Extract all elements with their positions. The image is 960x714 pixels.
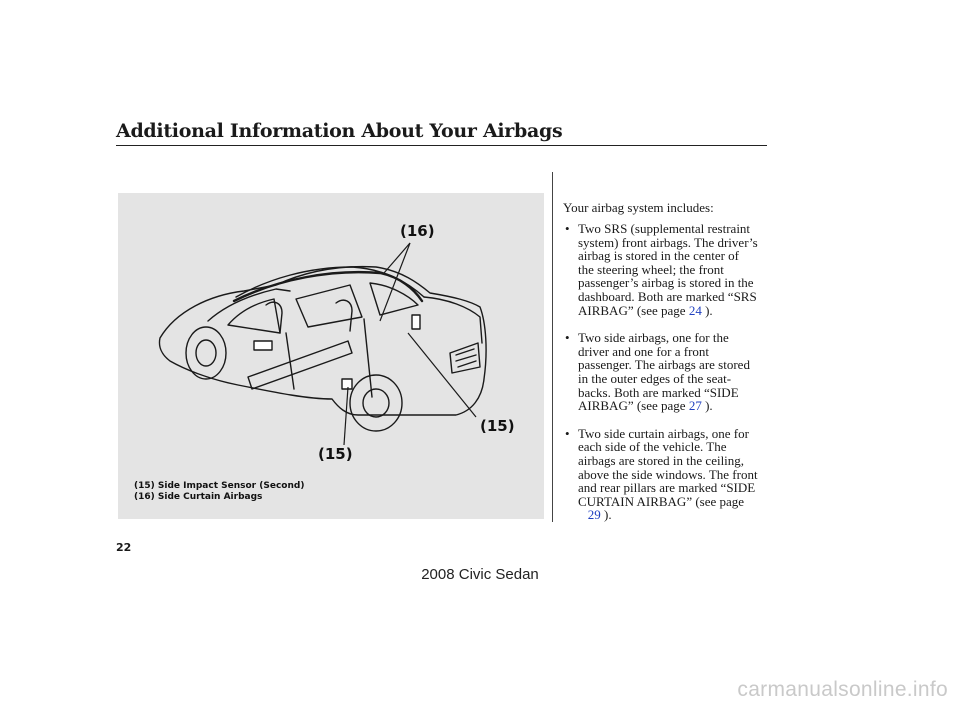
airbag-list bbox=[563, 222, 778, 536]
bullet-reference-line bbox=[578, 508, 778, 522]
bullet-text-line: airbag is stored in the center of bbox=[578, 248, 739, 264]
leader-line bbox=[408, 333, 476, 417]
callout-side-sensor-right: (15) bbox=[480, 417, 515, 435]
reference-prefix: AIRBAG” (see page bbox=[578, 302, 689, 318]
reference-suffix: ). bbox=[600, 507, 612, 523]
bullet-text-line: CURTAIN AIRBAG” (see page bbox=[578, 493, 745, 509]
leader-line bbox=[380, 243, 410, 321]
bullet-text-line: in the outer edges of the seat- bbox=[578, 370, 732, 386]
list-item bbox=[563, 427, 778, 522]
reference-suffix: ). bbox=[701, 302, 713, 318]
car-grille bbox=[456, 349, 476, 367]
car-front-wheel bbox=[186, 327, 226, 379]
bullet-text-line: above the side windows. The front bbox=[578, 466, 758, 482]
page-title: Additional Information About Your Airbags bbox=[116, 120, 563, 142]
column-divider bbox=[552, 172, 553, 522]
callout-curtain-airbags: (16) bbox=[400, 222, 435, 240]
car-rear-hub bbox=[363, 389, 389, 417]
bullet-reference-line bbox=[578, 304, 778, 318]
reference-prefix bbox=[578, 507, 588, 522]
bullet-icon: • bbox=[565, 330, 570, 346]
bullet-text-line: and rear pillars are marked “SIDE bbox=[578, 480, 756, 496]
car-front-hub bbox=[196, 340, 216, 366]
bullet-icon: • bbox=[565, 221, 570, 236]
reference-prefix: AIRBAG” (see page bbox=[578, 398, 689, 414]
bullet-text-line: passenger’s airbag is stored in the bbox=[578, 275, 754, 291]
sensor-icon bbox=[412, 315, 420, 329]
sensor-icon bbox=[254, 341, 272, 350]
page-number: 22 bbox=[116, 541, 132, 554]
sensor-icon bbox=[342, 379, 352, 389]
page-link-29[interactable]: 29 bbox=[587, 507, 601, 523]
bullet-text-line: Two SRS (supplemental restraint bbox=[578, 221, 751, 236]
model-label: 2008 Civic Sedan bbox=[421, 566, 539, 583]
site-watermark: carmanualsonline.info bbox=[737, 678, 948, 701]
car-seat bbox=[336, 300, 352, 331]
page-link-24[interactable]: 24 bbox=[688, 302, 702, 318]
legend-item-15: (15) Side Impact Sensor (Second) bbox=[134, 481, 305, 491]
car-rear-window bbox=[296, 285, 362, 327]
page-link-27[interactable]: 27 bbox=[688, 398, 702, 414]
title-rule bbox=[116, 145, 767, 146]
leader-line bbox=[344, 387, 348, 445]
car-front-window bbox=[228, 299, 280, 333]
bullet-text-line: dashboard. Both are marked “SRS bbox=[578, 288, 757, 304]
bullet-icon: • bbox=[565, 425, 570, 441]
bullet-text-line: backs. Both are marked “SIDE bbox=[578, 384, 739, 400]
car-rear-wheel bbox=[350, 375, 402, 431]
bullet-text-line: Two side airbags, one for the bbox=[578, 330, 729, 346]
legend-item-16: (16) Side Curtain Airbags bbox=[134, 492, 263, 502]
bullet-text-line: passenger. The airbags are stored bbox=[578, 357, 750, 373]
car-door-seam bbox=[364, 319, 372, 397]
list-item bbox=[563, 331, 778, 413]
bullet-text-line: system) front airbags. The driver’s bbox=[578, 234, 758, 250]
airbag-diagram bbox=[118, 193, 544, 519]
bullet-text-line: driver and one for a front bbox=[578, 343, 710, 359]
callout-side-sensor-left: (15) bbox=[318, 445, 353, 463]
bullet-text-line: airbags are stored in the ceiling, bbox=[578, 452, 745, 468]
leader-line bbox=[384, 243, 410, 273]
bullet-text-line: each side of the vehicle. The bbox=[578, 439, 727, 455]
list-item bbox=[563, 222, 778, 317]
bullet-reference-line bbox=[578, 399, 778, 413]
bullet-text-line: Two side curtain airbags, one for bbox=[578, 425, 749, 441]
reference-suffix: ). bbox=[701, 398, 713, 414]
intro-text: Your airbag system includes: bbox=[563, 200, 714, 215]
car-illustration bbox=[118, 193, 544, 519]
bullet-text-line: the steering wheel; the front bbox=[578, 261, 724, 277]
